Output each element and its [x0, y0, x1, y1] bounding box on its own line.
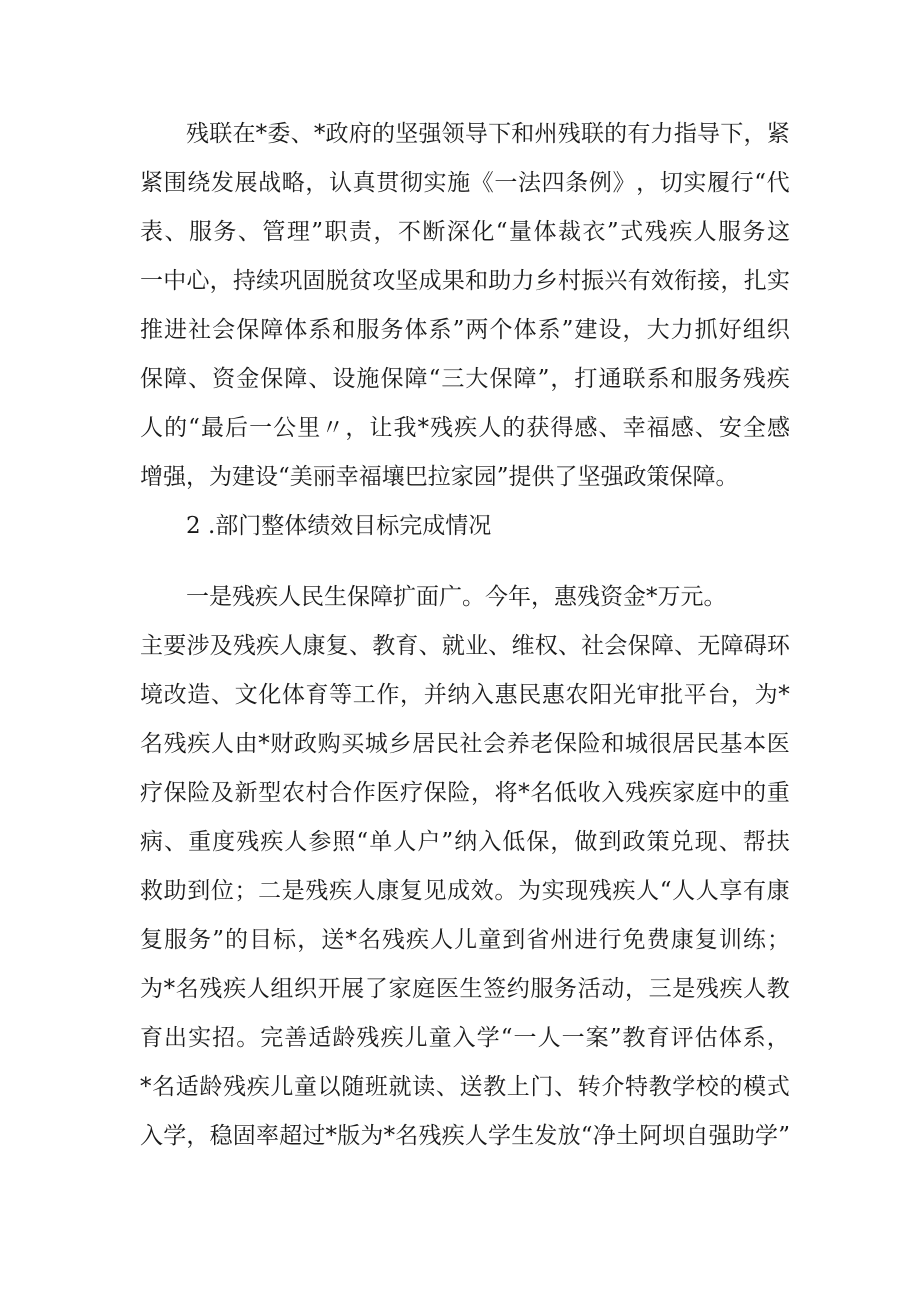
- paragraph2-line-8: 复 服 务 ” 的 目 标 ， 送 * 名 残 疾 人 儿 童 到 省 州 进 行 免 费 康 复 训 练 ；: [140, 927, 790, 953]
- paragraph1-line-6: 保 障 、 资 金 保 障 、 设 施 保 障 “ 三 大 保 障 ” ， 打 通 联 系 和 服 务 残 疾: [140, 366, 790, 392]
- paragraph2-line-3: 境 改 造 、 文 化 体 育 等 工 作 ， 并 纳 入 惠 民 惠 农 阳 光 审 批 平 台 ， 为 *: [140, 682, 790, 708]
- paragraph2-line-6: 病 、 重 度 残 疾 人 参 照 “ 单 人 户 ” 纳 入 低 保 ， 做 到 政 策 兑 现 、 帮 扶: [140, 829, 790, 855]
- paragraph1-line-8: 增强，为建设“美丽幸福壤巴拉家园”提供了坚强政策保障。: [140, 464, 739, 490]
- paragraph1-line-7: 人 的 “ 最 后 一 公 里 〃 ， 让 我 * 残 疾 人 的 获 得 感 、 幸 福 感 、 安 全 感: [140, 415, 790, 441]
- paragraph2-line-7: 救 助 到 位 ； 二 是 残 疾 人 康 复 见 成 效 。 为 实 现 残 疾 人 “ 人 人 享 有 康: [140, 878, 790, 904]
- paragraph1-line-4: 一 中 心 ， 持 续 巩 固 脱 贫 攻 坚 成 果 和 助 力 乡 村 振 兴 有 效 衔 接 ， 扎 实: [140, 268, 790, 294]
- paragraph2-line-4: 名 残 疾 人 由 * 财 政 购 买 城 乡 居 民 社 会 养 老 保 险 和 城 很 居 民 基 本 医: [140, 731, 790, 757]
- paragraph1-line-3: 表 、 服 务 、 管 理 ” 职 责 ， 不 断 深 化 “ 量 体 裁 衣 ” 式 残 疾 人 服 务 这: [140, 219, 790, 245]
- paragraph2-line-10: 育 出 实 招 。 完 善 适 龄 残 疾 儿 童 入 学 “ 一 人 一 案 ” 教 育 评 估 体 系 ，: [140, 1025, 790, 1051]
- paragraph1-line-1: 残 联 在 * 委 、 * 政 府 的 坚 强 领 导 下 和 州 残 联 的 有 力 指 导 下 ， 紧: [186, 121, 790, 147]
- paragraph2-line-12: 入 学 ， 稳 固 率 超 过 * 版 为 * 名 残 疾 人 学 生 发 放 “ 净 土 阿 坝 自 强 助 学 ”: [140, 1123, 790, 1149]
- paragraph1-line-5: 推 进 社 会 保 障 体 系 和 服 务 体 系 ” 两 个 体 系 ” 建 设 ， 大 力 抓 好 组 织: [140, 317, 790, 343]
- paragraph2-line-11: * 名 适 龄 残 疾 儿 童 以 随 班 就 读 、 送 教 上 门 、 转 介 特 教 学 校 的 模 式: [140, 1074, 790, 1100]
- section-heading: 2 .部门整体绩效目标完成情况: [186, 513, 492, 539]
- paragraph2-line-1: 一是残疾人民生保障扩面广。今年，惠残资金*万元。: [186, 584, 727, 610]
- paragraph1-line-2: 紧 围 绕 发 展 战 略 ， 认 真 贯 彻 实 施 《 一 法 四 条 例 》 ， 切 实 履 行 “ 代: [140, 170, 790, 196]
- paragraph2-line-9: 为 * 名 残 疾 人 组 织 开 展 了 家 庭 医 生 签 约 服 务 活 动 ， 三 是 残 疾 人 教: [140, 976, 790, 1002]
- paragraph2-line-5: 疗 保 险 及 新 型 农 村 合 作 医 疗 保 险 ， 将 * 名 低 收 入 残 疾 家 庭 中 的 重: [140, 780, 790, 806]
- paragraph2-line-2: 主 要 涉 及 残 疾 人 康 复 、 教 育 、 就 业 、 维 权 、 社 会 保 障 、 无 障 碍 环: [140, 633, 790, 659]
